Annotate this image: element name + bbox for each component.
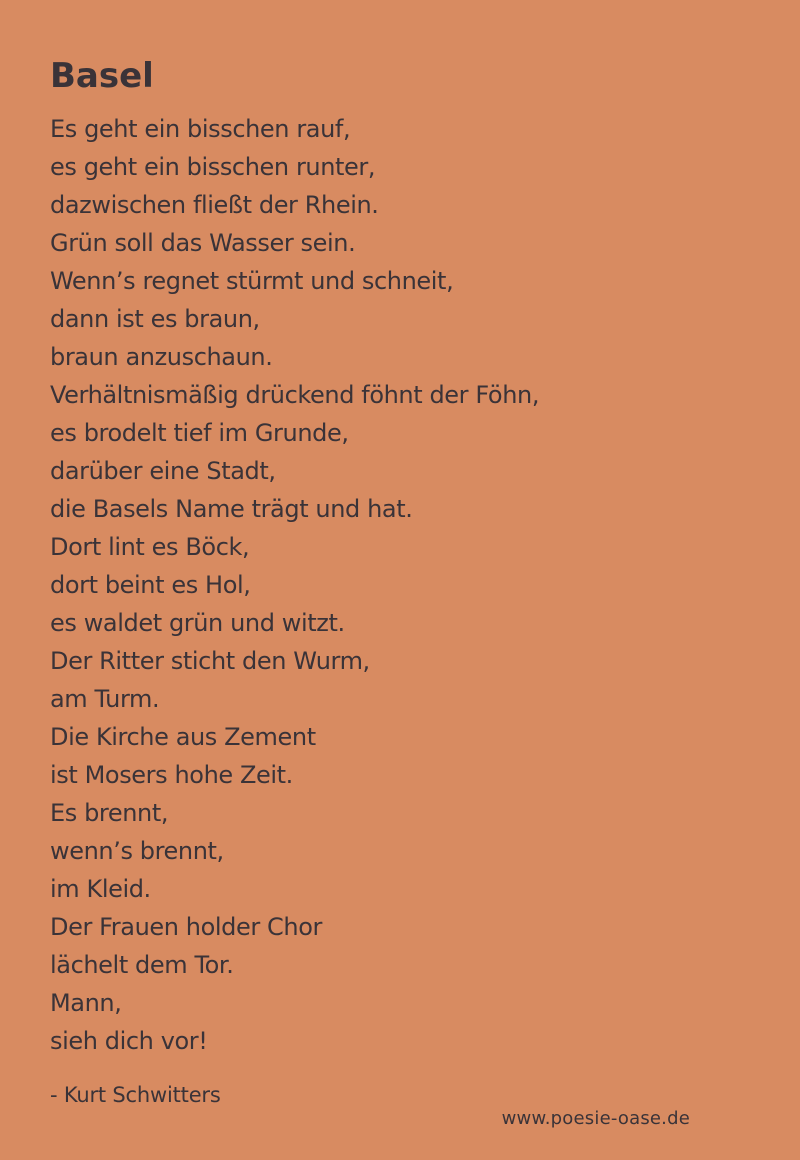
poem-line: es waldet grün und witzt.: [50, 609, 345, 637]
poem-line: Wenn’s regnet stürmt und schneit,: [50, 267, 454, 295]
poem-author: - Kurt Schwitters: [50, 1083, 221, 1107]
poem-line: am Turm.: [50, 685, 160, 713]
poem-line: es geht ein bisschen runter,: [50, 153, 376, 181]
poem-line: Mann,: [50, 989, 122, 1017]
poem-line: wenn’s brennt,: [50, 837, 224, 865]
poem-line: Der Frauen holder Chor: [50, 913, 322, 941]
poem-line: Verhältnismäßig drückend föhnt der Föhn,: [50, 381, 540, 409]
poem-line: lächelt dem Tor.: [50, 951, 234, 979]
poem-line: es brodelt tief im Grunde,: [50, 419, 349, 447]
poem-line: Es brennt,: [50, 799, 169, 827]
poem-line: Grün soll das Wasser sein.: [50, 229, 356, 257]
poem-body: [50, 110, 539, 1060]
poem-line: die Basels Name trägt und hat.: [50, 495, 413, 523]
poem-line: darüber eine Stadt,: [50, 457, 276, 485]
poem-line: braun anzuschaun.: [50, 343, 273, 371]
poem-line: dann ist es braun,: [50, 305, 260, 333]
poem-line: im Kleid.: [50, 875, 151, 903]
website-link[interactable]: www.poesie-oase.de: [501, 1108, 690, 1129]
poem-line: dazwischen fließt der Rhein.: [50, 191, 379, 219]
poem-line: Der Ritter sticht den Wurm,: [50, 647, 370, 675]
poem-line: sieh dich vor!: [50, 1027, 208, 1055]
poem-line: Die Kirche aus Zement: [50, 723, 316, 751]
poem-line: Dort lint es Böck,: [50, 533, 250, 561]
poem-line: Es geht ein bisschen rauf,: [50, 115, 351, 143]
poem-title: Basel: [50, 56, 154, 96]
poem-line: dort beint es Hol,: [50, 571, 251, 599]
poem-line: ist Mosers hohe Zeit.: [50, 761, 293, 789]
